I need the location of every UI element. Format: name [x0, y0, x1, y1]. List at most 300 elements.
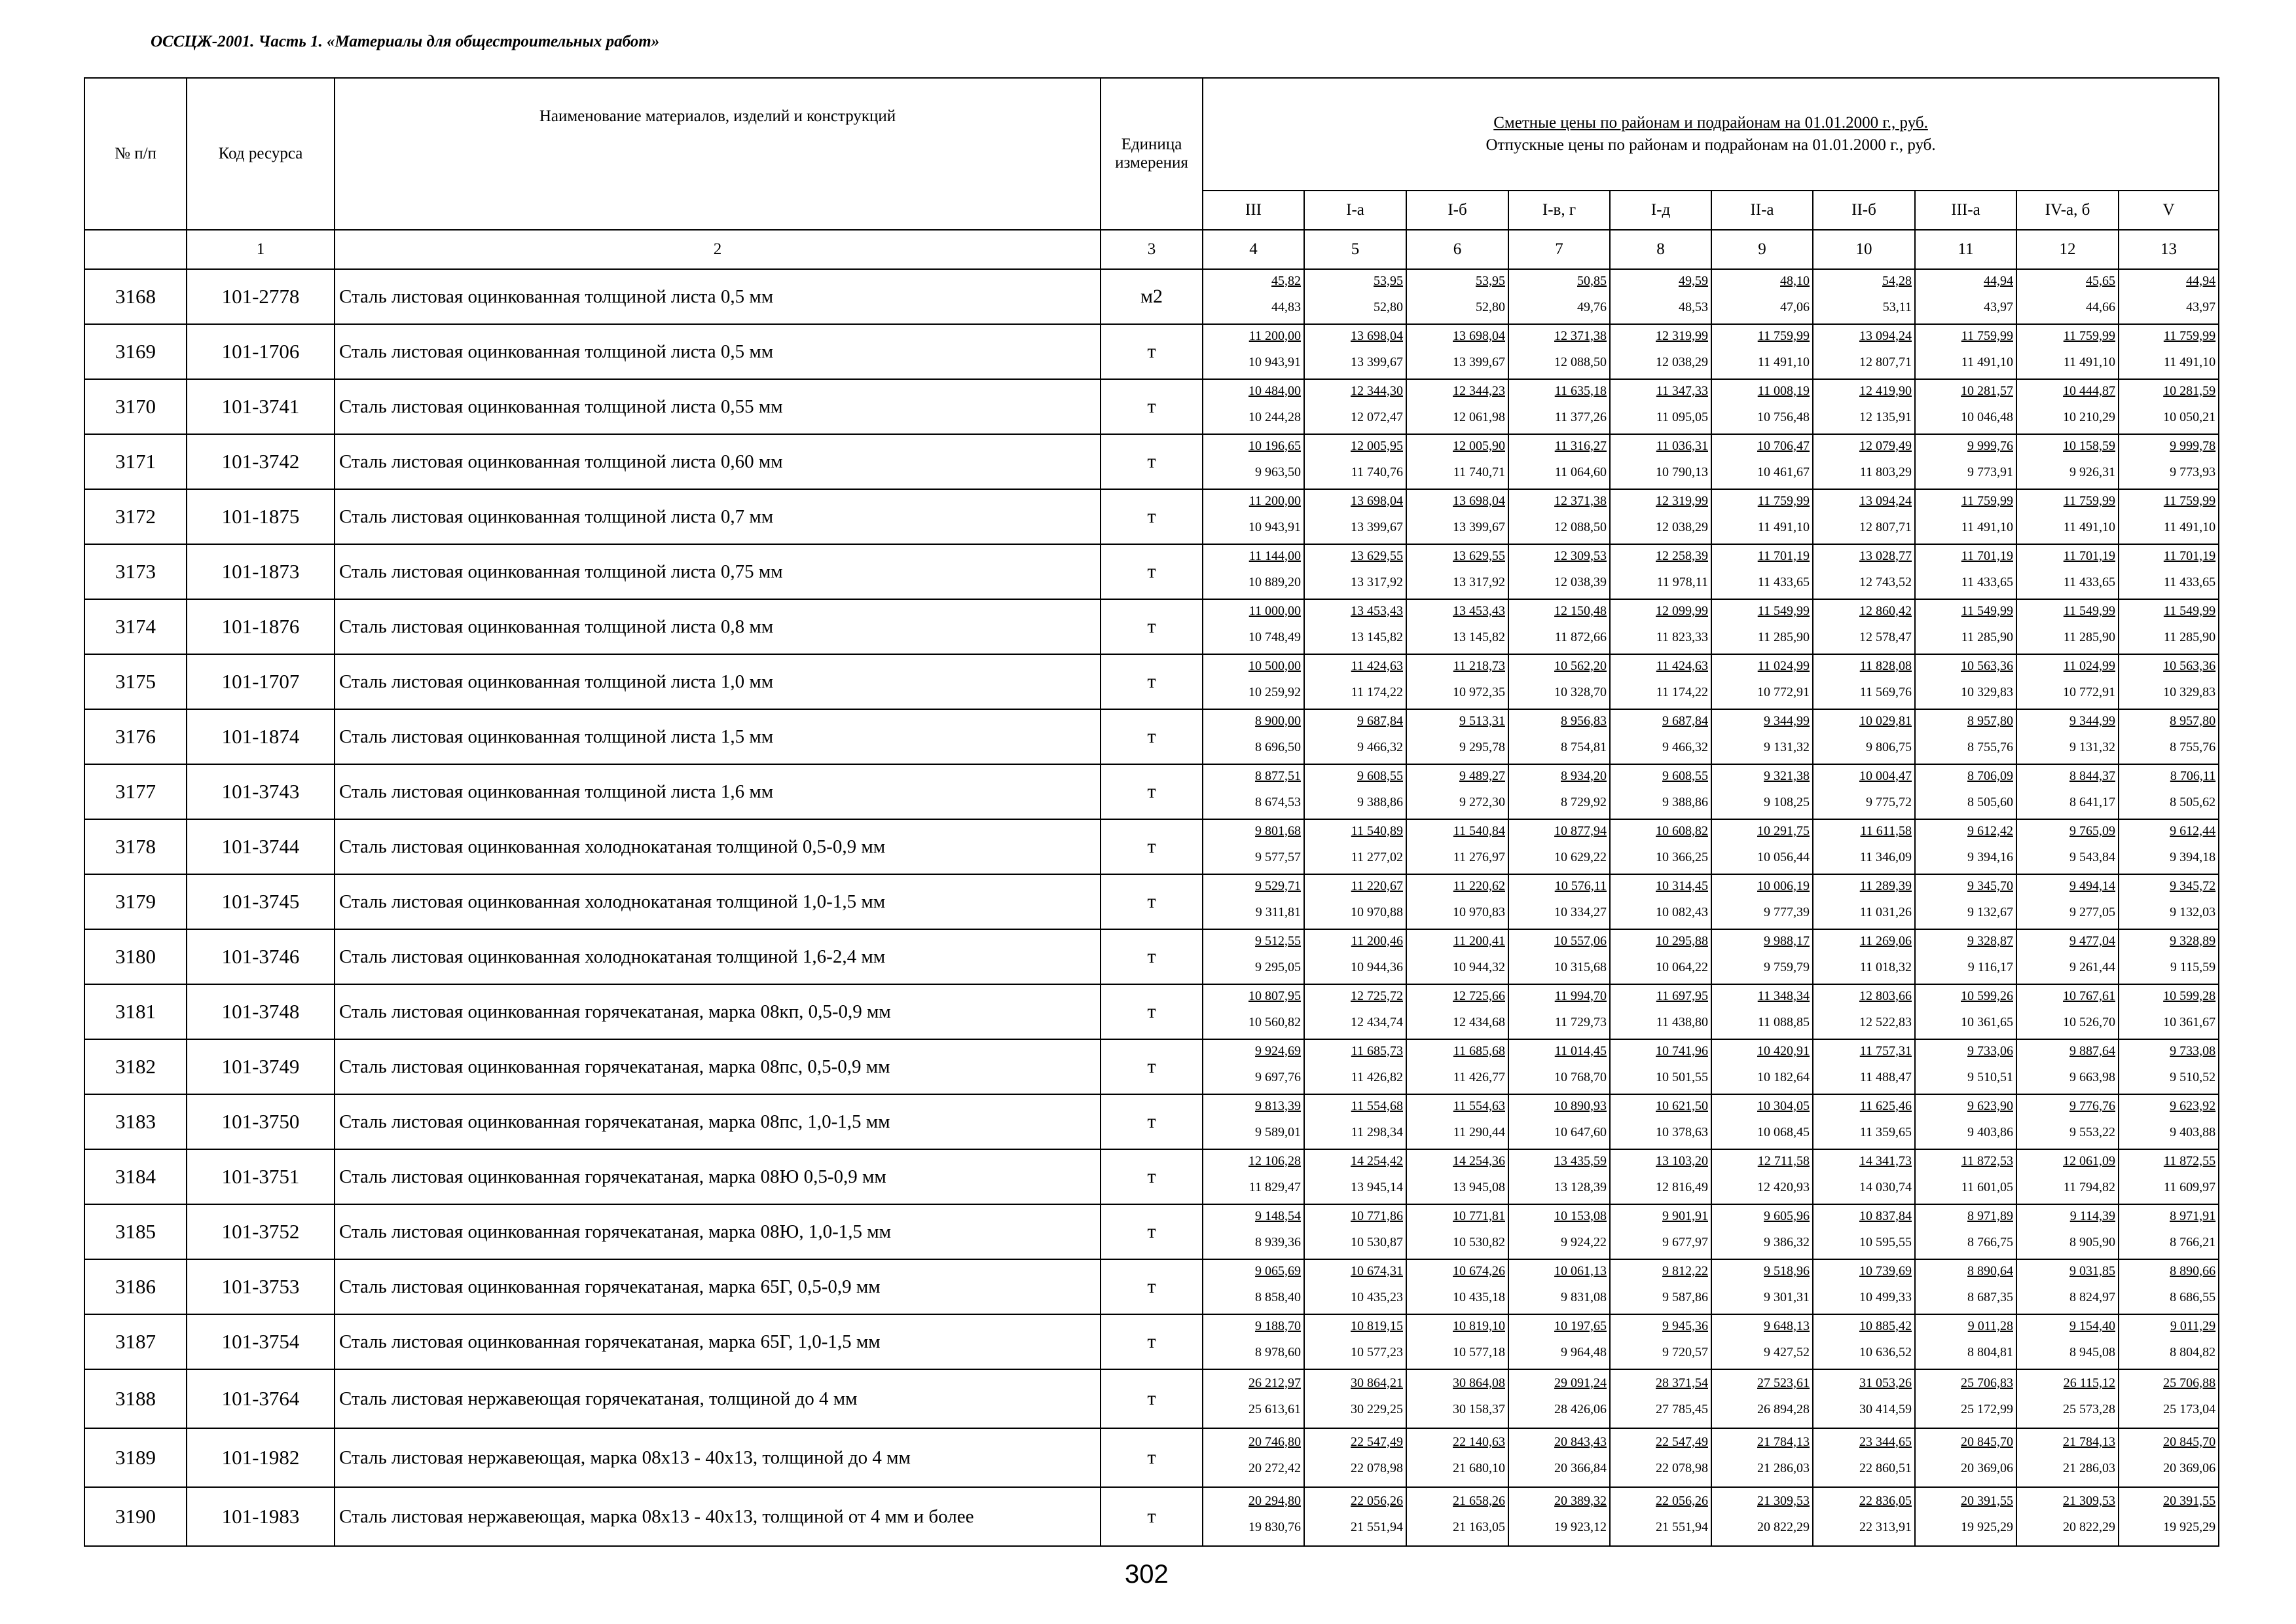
estimate-price: 9 518,96 — [1764, 1264, 1810, 1278]
release-price: 11 491,10 — [2063, 355, 2115, 369]
release-price: 8 641,17 — [2069, 795, 2115, 809]
material-name: Сталь листовая оцинкованная толщиной листа 1,6 мм — [335, 764, 1101, 819]
release-price: 9 466,32 — [1357, 740, 1403, 754]
price-cell — [2016, 544, 2119, 599]
price-cell — [1508, 489, 1610, 544]
estimate-price: 10 557,06 — [1554, 934, 1607, 948]
price-cell — [1304, 874, 1406, 929]
table-row — [84, 1039, 2219, 1094]
resource-code: 101-3748 — [187, 984, 335, 1039]
estimate-price: 21 784,13 — [2063, 1435, 2115, 1449]
price-cell — [2119, 929, 2219, 984]
estimate-price: 9 901,91 — [1662, 1209, 1708, 1223]
estimate-price: 9 812,22 — [1662, 1264, 1708, 1278]
price-cell — [1610, 1428, 1711, 1487]
price-cell — [1304, 1314, 1406, 1369]
release-price: 10 329,83 — [1961, 685, 2013, 699]
release-price: 11 978,11 — [1656, 575, 1708, 589]
material-name: Сталь листовая оцинкованная толщиной листа 0,5 мм — [335, 324, 1101, 379]
release-price: 11 488,47 — [1859, 1070, 1912, 1084]
price-cell — [1203, 1314, 1304, 1369]
estimate-price: 11 759,99 — [1961, 329, 2013, 343]
estimate-price: 9 065,69 — [1255, 1264, 1301, 1278]
estimate-price: 25 706,88 — [2163, 1376, 2216, 1390]
estimate-price: 11 757,31 — [1859, 1044, 1912, 1058]
estimate-price: 9 477,04 — [2069, 934, 2115, 948]
estimate-price: 31 053,26 — [1859, 1376, 1912, 1390]
price-cell — [1508, 1149, 1610, 1204]
unit-of-measure: т — [1101, 764, 1203, 819]
estimate-price: 9 813,39 — [1255, 1099, 1301, 1113]
estimate-price: 30 864,08 — [1453, 1376, 1505, 1390]
estimate-price: 21 309,53 — [1757, 1494, 1810, 1508]
estimate-price: 11 347,33 — [1656, 384, 1708, 398]
release-price: 9 277,05 — [2069, 905, 2115, 919]
release-price: 10 577,18 — [1453, 1345, 1505, 1359]
price-cell — [1711, 1428, 1813, 1487]
price-cell — [1711, 269, 1813, 324]
price-cell — [1406, 929, 1508, 984]
table-row — [84, 1094, 2219, 1149]
row-number: 3187 — [84, 1314, 187, 1369]
release-price: 10 435,18 — [1453, 1290, 1505, 1304]
price-cell — [1711, 819, 1813, 874]
price-cell — [2119, 1094, 2219, 1149]
material-name: Сталь листовая оцинкованная толщиной листа 1,5 мм — [335, 709, 1101, 764]
price-cell — [1711, 544, 1813, 599]
estimate-price: 48,10 — [1780, 274, 1810, 288]
release-price: 11 018,32 — [1859, 960, 1912, 974]
release-price: 10 768,70 — [1554, 1070, 1607, 1084]
release-price: 10 970,88 — [1351, 905, 1403, 919]
price-cell — [2016, 1039, 2119, 1094]
region-header: II-a — [1711, 191, 1813, 230]
release-price: 11 609,97 — [2163, 1180, 2216, 1194]
price-cell — [1915, 984, 2016, 1039]
price-cell — [1610, 324, 1711, 379]
release-price: 11 491,10 — [1961, 520, 2013, 534]
unit-of-measure: т — [1101, 324, 1203, 379]
estimate-price: 9 648,13 — [1764, 1319, 1810, 1333]
price-cell — [1915, 874, 2016, 929]
estimate-price: 22 140,63 — [1453, 1435, 1505, 1449]
price-cell — [1813, 544, 1915, 599]
table-row — [84, 1369, 2219, 1428]
row-number: 3176 — [84, 709, 187, 764]
estimate-price: 20 845,70 — [2163, 1435, 2216, 1449]
release-price: 10 530,87 — [1351, 1235, 1403, 1249]
estimate-price: 13 629,55 — [1453, 549, 1505, 563]
release-price: 9 510,52 — [2170, 1070, 2216, 1084]
material-name: Сталь листовая оцинкованная горячекатаная, марка 65Г, 1,0-1,5 мм — [335, 1314, 1101, 1369]
unit-of-measure: т — [1101, 709, 1203, 764]
price-cell — [1610, 929, 1711, 984]
column-number: 13 — [2119, 230, 2219, 269]
release-price: 12 807,71 — [1859, 520, 1912, 534]
release-price: 21 163,05 — [1453, 1520, 1505, 1534]
price-cell — [2016, 1369, 2119, 1428]
price-cell — [1610, 379, 1711, 434]
release-price: 10 889,20 — [1248, 575, 1301, 589]
release-price: 10 064,22 — [1656, 960, 1708, 974]
release-price: 8 754,81 — [1561, 740, 1607, 754]
estimate-price: 10 807,95 — [1248, 989, 1301, 1003]
unit-of-measure: т — [1101, 379, 1203, 434]
estimate-price: 12 258,39 — [1656, 549, 1708, 563]
estimate-price: 10 741,96 — [1656, 1044, 1708, 1058]
price-cell — [2016, 984, 2119, 1039]
material-name: Сталь листовая оцинкованная толщиной листа 0,75 мм — [335, 544, 1101, 599]
estimate-price: 12 344,30 — [1351, 384, 1403, 398]
estimate-price: 13 094,24 — [1859, 329, 1912, 343]
release-price: 9 924,22 — [1561, 1235, 1607, 1249]
resource-code: 101-3746 — [187, 929, 335, 984]
release-price: 12 061,98 — [1453, 410, 1505, 424]
unit-of-measure: т — [1101, 1094, 1203, 1149]
material-name: Сталь листовая оцинкованная толщиной листа 0,55 мм — [335, 379, 1101, 434]
unit-of-measure: т — [1101, 1314, 1203, 1369]
release-price: 9 777,39 — [1764, 905, 1810, 919]
estimate-price: 12 005,95 — [1351, 439, 1403, 453]
release-price: 11 031,26 — [1859, 905, 1912, 919]
release-price: 12 420,93 — [1757, 1180, 1810, 1194]
release-price: 11 285,90 — [2163, 630, 2216, 644]
price-cell — [1711, 1149, 1813, 1204]
table-row — [84, 1259, 2219, 1314]
estimate-price: 13 698,04 — [1351, 329, 1403, 343]
estimate-price: 14 254,42 — [1351, 1154, 1403, 1168]
price-cell — [1508, 764, 1610, 819]
material-name: Сталь листовая оцинкованная толщиной листа 0,5 мм — [335, 269, 1101, 324]
estimate-price: 12 319,99 — [1656, 494, 1708, 508]
release-price: 10 943,91 — [1248, 520, 1301, 534]
row-number: 3177 — [84, 764, 187, 819]
price-cell — [1610, 544, 1711, 599]
estimate-price: 20 294,80 — [1248, 1494, 1301, 1508]
unit-of-measure: т — [1101, 434, 1203, 489]
row-number: 3185 — [84, 1204, 187, 1259]
table-row — [84, 1428, 2219, 1487]
resource-code: 101-3764 — [187, 1369, 335, 1428]
estimate-price: 11 540,84 — [1453, 824, 1505, 838]
release-price: 22 078,98 — [1351, 1461, 1403, 1475]
price-cell — [1610, 269, 1711, 324]
release-price: 9 773,93 — [2170, 465, 2216, 479]
resource-code: 101-3754 — [187, 1314, 335, 1369]
price-cell — [1203, 324, 1304, 379]
estimate-price: 9 494,14 — [2069, 879, 2115, 893]
release-price: 13 145,82 — [1453, 630, 1505, 644]
release-price: 9 697,76 — [1255, 1070, 1301, 1084]
release-price: 20 369,06 — [1961, 1461, 2013, 1475]
estimate-price: 11 872,55 — [2163, 1154, 2216, 1168]
estimate-price: 13 094,24 — [1859, 494, 1912, 508]
column-number: 1 — [187, 230, 335, 269]
release-price: 11 491,10 — [2163, 355, 2216, 369]
release-price: 10 577,23 — [1351, 1345, 1403, 1359]
release-price: 19 925,29 — [2163, 1520, 2216, 1534]
price-cell — [2016, 1204, 2119, 1259]
estimate-price: 8 877,51 — [1255, 769, 1301, 783]
price-cell — [1915, 819, 2016, 874]
price-cell — [2016, 489, 2119, 544]
price-cell — [1203, 1204, 1304, 1259]
release-price: 27 785,45 — [1656, 1402, 1708, 1416]
row-number: 3186 — [84, 1259, 187, 1314]
estimate-price: 9 154,40 — [2069, 1319, 2115, 1333]
release-price: 9 394,16 — [1967, 850, 2013, 864]
price-cell — [1508, 709, 1610, 764]
estimate-price: 11 289,39 — [1859, 879, 1912, 893]
price-cell — [1508, 1369, 1610, 1428]
release-price: 11 491,10 — [1757, 520, 1810, 534]
estimate-price: 23 344,65 — [1859, 1435, 1912, 1449]
estimate-price: 9 328,87 — [1967, 934, 2013, 948]
price-cell — [1711, 1314, 1813, 1369]
column-number: 10 — [1813, 230, 1915, 269]
price-cell — [1610, 489, 1711, 544]
estimate-price: 12 419,90 — [1859, 384, 1912, 398]
price-cell — [1304, 1487, 1406, 1546]
price-cell — [2119, 1314, 2219, 1369]
release-price: 10 328,70 — [1554, 685, 1607, 699]
release-price: 9 388,86 — [1357, 795, 1403, 809]
estimate-price: 10 771,81 — [1453, 1209, 1505, 1223]
release-price: 11 359,65 — [1859, 1125, 1912, 1139]
estimate-price: 11 549,99 — [1757, 604, 1810, 618]
release-price: 10 334,27 — [1554, 905, 1607, 919]
release-price: 13 399,67 — [1453, 520, 1505, 534]
resource-code: 101-3751 — [187, 1149, 335, 1204]
estimate-price: 11 554,68 — [1351, 1099, 1403, 1113]
resource-code: 101-3741 — [187, 379, 335, 434]
release-price: 12 038,39 — [1554, 575, 1607, 589]
release-price: 12 135,91 — [1859, 410, 1912, 424]
estimate-price: 11 554,63 — [1453, 1099, 1505, 1113]
resource-code: 101-3749 — [187, 1039, 335, 1094]
estimate-price: 10 500,00 — [1248, 659, 1301, 673]
estimate-price: 10 444,87 — [2063, 384, 2115, 398]
table-row — [84, 764, 2219, 819]
row-number: 3181 — [84, 984, 187, 1039]
release-price: 22 860,51 — [1859, 1461, 1912, 1475]
estimate-price: 13 453,43 — [1351, 604, 1403, 618]
resource-code: 101-3743 — [187, 764, 335, 819]
estimate-price: 11 994,70 — [1554, 989, 1607, 1003]
estimate-price: 25 706,83 — [1961, 1376, 2013, 1390]
estimate-price: 9 623,90 — [1967, 1099, 2013, 1113]
estimate-price: 11 348,34 — [1757, 989, 1810, 1003]
release-price: 11 426,82 — [1351, 1070, 1403, 1084]
estimate-price: 9 148,54 — [1255, 1209, 1301, 1223]
price-cell — [1508, 599, 1610, 654]
estimate-price: 11 200,41 — [1453, 934, 1505, 948]
release-price: 13 399,67 — [1351, 355, 1403, 369]
release-price: 11 346,09 — [1859, 850, 1912, 864]
release-price: 10 772,91 — [1757, 685, 1810, 699]
price-cell — [2016, 874, 2119, 929]
release-price: 10 499,33 — [1859, 1290, 1912, 1304]
estimate-price: 11 540,89 — [1351, 824, 1403, 838]
release-price: 10 050,21 — [2163, 410, 2216, 424]
estimate-price: 9 612,44 — [2170, 824, 2216, 838]
release-price: 10 944,36 — [1351, 960, 1403, 974]
estimate-price: 11 014,45 — [1554, 1044, 1607, 1058]
release-price: 8 804,82 — [2170, 1345, 2216, 1359]
estimate-price: 11 685,68 — [1453, 1044, 1505, 1058]
price-cell — [1610, 1369, 1711, 1428]
price-cell — [1610, 1259, 1711, 1314]
price-cell — [1813, 434, 1915, 489]
table-row — [84, 1487, 2219, 1546]
price-cell — [1915, 709, 2016, 764]
price-cell — [1203, 1428, 1304, 1487]
estimate-price: 10 819,10 — [1453, 1319, 1505, 1333]
material-name: Сталь листовая оцинкованная толщиной листа 1,0 мм — [335, 654, 1101, 709]
release-price: 44,83 — [1271, 300, 1301, 314]
release-price: 30 414,59 — [1859, 1402, 1912, 1416]
table-row — [84, 269, 2219, 324]
estimate-price: 11 008,19 — [1757, 384, 1810, 398]
estimate-price: 14 254,36 — [1453, 1154, 1505, 1168]
price-cell — [1304, 1369, 1406, 1428]
estimate-price: 45,65 — [2086, 274, 2115, 288]
estimate-price: 11 036,31 — [1656, 439, 1708, 453]
estimate-price: 9 765,09 — [2069, 824, 2115, 838]
estimate-price: 10 706,47 — [1757, 439, 1810, 453]
price-cell — [1406, 874, 1508, 929]
release-price: 8 939,36 — [1255, 1235, 1301, 1249]
release-price: 11 174,22 — [1351, 685, 1403, 699]
price-cell — [1813, 599, 1915, 654]
estimate-price: 10 563,36 — [2163, 659, 2216, 673]
price-cell — [1915, 1094, 2016, 1149]
release-price: 11 601,05 — [1961, 1180, 2013, 1194]
estimate-price: 9 999,78 — [2170, 439, 2216, 453]
price-cell — [1813, 764, 1915, 819]
estimate-price: 11 549,99 — [2063, 604, 2115, 618]
price-cell — [2016, 599, 2119, 654]
price-cell — [1813, 819, 1915, 874]
row-number: 3173 — [84, 544, 187, 599]
price-cell — [1406, 1039, 1508, 1094]
price-cell — [2119, 1369, 2219, 1428]
price-cell — [1915, 1259, 2016, 1314]
price-cell — [1915, 1039, 2016, 1094]
release-price: 25 573,28 — [2063, 1402, 2115, 1416]
release-price: 9 963,50 — [1255, 465, 1301, 479]
price-cell — [2119, 654, 2219, 709]
price-cell — [1915, 544, 2016, 599]
estimate-price: 11 000,00 — [1248, 604, 1301, 618]
estimate-price: 53,95 — [1374, 274, 1403, 288]
price-cell — [1203, 984, 1304, 1039]
material-name: Сталь листовая оцинкованная горячекатаная, марка 08Ю, 1,0-1,5 мм — [335, 1204, 1101, 1259]
estimate-price: 10 304,05 — [1757, 1099, 1810, 1113]
release-price: 10 435,23 — [1351, 1290, 1403, 1304]
release-price: 10 082,43 — [1656, 905, 1708, 919]
estimate-price: 44,94 — [1984, 274, 2013, 288]
release-price: 10 943,91 — [1248, 355, 1301, 369]
estimate-price: 21 784,13 — [1757, 1435, 1810, 1449]
estimate-price: 12 309,53 — [1554, 549, 1607, 563]
release-price: 9 831,08 — [1561, 1290, 1607, 1304]
table-row — [84, 654, 2219, 709]
price-cell — [1915, 434, 2016, 489]
estimate-price: 10 767,61 — [2063, 989, 2115, 1003]
release-price: 10 790,13 — [1656, 465, 1708, 479]
estimate-price: 20 845,70 — [1961, 1435, 2013, 1449]
estimate-price: 10 158,59 — [2063, 439, 2115, 453]
release-price: 10 361,65 — [1961, 1015, 2013, 1029]
column-number: 2 — [335, 230, 1101, 269]
price-cell — [2016, 764, 2119, 819]
estimate-price: 53,95 — [1476, 274, 1505, 288]
release-price: 43,97 — [1984, 300, 2013, 314]
row-number: 3174 — [84, 599, 187, 654]
material-name: Сталь листовая оцинкованная горячекатаная, марка 08пс, 0,5-0,9 мм — [335, 1039, 1101, 1094]
estimate-price: 9 489,27 — [1459, 769, 1505, 783]
price-cell — [1915, 1428, 2016, 1487]
price-cell — [1610, 1487, 1711, 1546]
estimate-price: 9 114,39 — [2069, 1209, 2115, 1223]
estimate-price: 8 956,83 — [1561, 714, 1607, 728]
release-price: 21 286,03 — [2063, 1461, 2115, 1475]
column-number: 3 — [1101, 230, 1203, 269]
price-cell — [1203, 764, 1304, 819]
row-number: 3183 — [84, 1094, 187, 1149]
release-price: 12 522,83 — [1859, 1015, 1912, 1029]
price-cell — [1711, 1094, 1813, 1149]
price-cell — [1711, 1369, 1813, 1428]
estimate-price: 9 345,70 — [1967, 879, 2013, 893]
price-cell — [1406, 599, 1508, 654]
region-header: III — [1203, 191, 1304, 230]
estimate-price: 9 623,92 — [2170, 1099, 2216, 1113]
price-cell — [1203, 379, 1304, 434]
estimate-price: 10 006,19 — [1757, 879, 1810, 893]
release-price: 11 491,10 — [1757, 355, 1810, 369]
estimate-price: 10 291,75 — [1757, 824, 1810, 838]
estimate-price: 12 725,66 — [1453, 989, 1505, 1003]
release-price: 9 311,81 — [1255, 905, 1301, 919]
material-name: Сталь листовая оцинкованная горячекатаная, марка 08Ю 0,5-0,9 мм — [335, 1149, 1101, 1204]
table-row — [84, 489, 2219, 544]
estimate-price: 22 836,05 — [1859, 1494, 1912, 1508]
release-price: 13 145,82 — [1351, 630, 1403, 644]
price-cell — [1203, 1369, 1304, 1428]
release-price: 11 285,90 — [1757, 630, 1810, 644]
unit-of-measure: т — [1101, 1259, 1203, 1314]
release-price: 20 369,06 — [2163, 1461, 2216, 1475]
price-cell — [1203, 819, 1304, 874]
estimate-price: 49,59 — [1679, 274, 1708, 288]
resource-code: 101-3752 — [187, 1204, 335, 1259]
estimate-price: 12 150,48 — [1554, 604, 1607, 618]
unit-of-measure: т — [1101, 1369, 1203, 1428]
release-price: 10 636,52 — [1859, 1345, 1912, 1359]
estimate-price: 11 759,99 — [1961, 494, 2013, 508]
estimate-price: 10 281,57 — [1961, 384, 2013, 398]
estimate-price: 11 549,99 — [2163, 604, 2216, 618]
price-cell — [2016, 1094, 2119, 1149]
estimate-price: 27 523,61 — [1757, 1376, 1810, 1390]
estimate-price: 11 701,19 — [2063, 549, 2115, 563]
price-cell — [1304, 1259, 1406, 1314]
release-price: 9 926,31 — [2069, 465, 2115, 479]
resource-code: 101-3745 — [187, 874, 335, 929]
estimate-price: 8 971,91 — [2170, 1209, 2216, 1223]
